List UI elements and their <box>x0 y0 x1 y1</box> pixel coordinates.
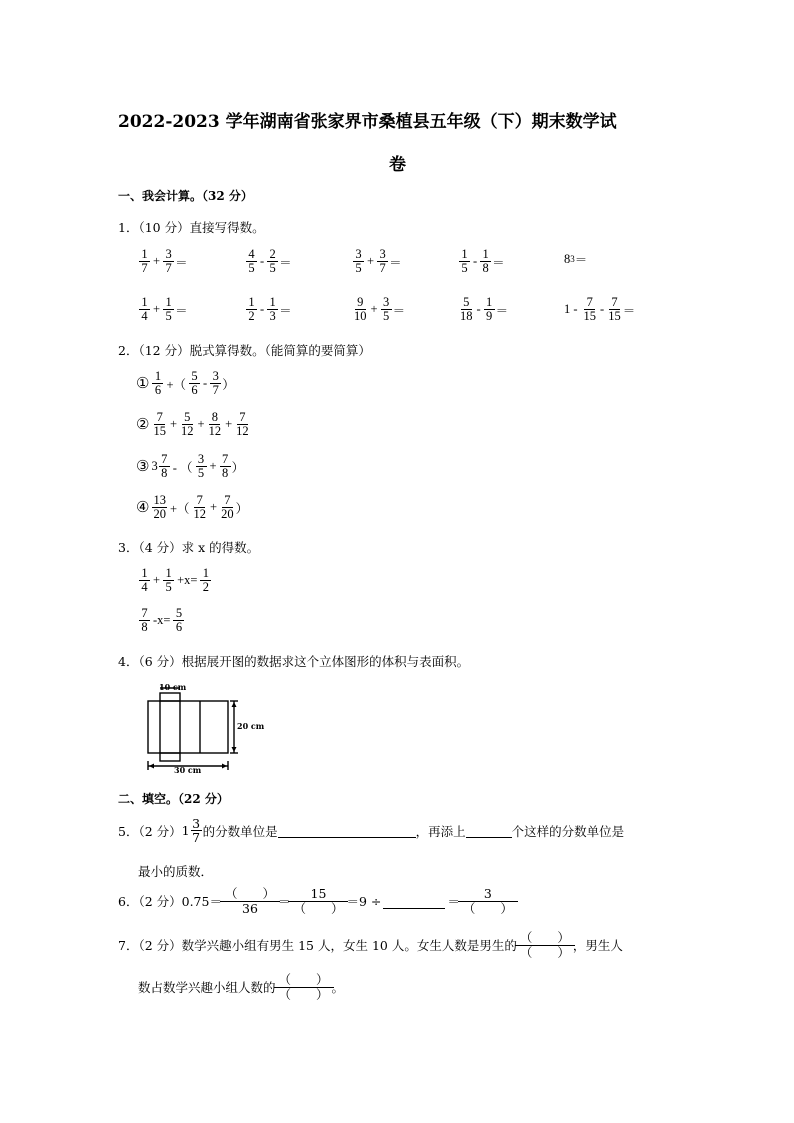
q3-equation-2: $\frac{7}{8}$ -x= $\frac{5}{6}$ <box>138 607 185 634</box>
question-2-label: 2．（12 分）脱式算得数。（能简算的要简算） <box>118 343 371 358</box>
fraction: $\frac{1}{9}$ <box>484 296 495 323</box>
fraction: $\frac{1}{4}$ <box>139 567 150 594</box>
fraction: $\frac{13}{20}$ <box>153 493 166 522</box>
fraction: $\frac{2}{5}$ <box>267 248 278 275</box>
q1-expr-r1c4: $\frac{1}{5}$ - $\frac{1}{8}$ ＝ <box>458 248 505 275</box>
fraction: $\frac{5}{6}$ <box>189 370 200 397</box>
dimension-label-top: 10 cm <box>159 682 187 692</box>
answer-blank[interactable] <box>278 823 416 838</box>
section-heading-2: 二、填空。（22 分） <box>118 792 229 806</box>
q2-expr-1: ① $\frac{1}{6}$ +（ $\frac{5}{6}$ - $\frac{3}{7}$ ） <box>136 369 235 398</box>
q1-expr-r2c3: $\frac{9}{10}$ + $\frac{3}{5}$ ＝ <box>354 295 406 324</box>
fraction: $\frac{1}{4}$ <box>139 296 150 323</box>
answer-blank[interactable] <box>383 894 445 909</box>
fraction-blank[interactable]: 15 （ ） <box>290 887 346 916</box>
page-title-line1: 2022-2023 学年湖南省张家界市桑植县五年级（下）期末数学试 <box>118 112 617 132</box>
fraction: $\frac{9}{10}$ <box>354 295 367 324</box>
fraction: $\frac{1}{3}$ <box>267 296 278 323</box>
fraction: $\frac{7}{8}$ <box>159 453 170 480</box>
fraction: $\frac{7}{20}$ <box>221 493 234 522</box>
fraction-blank[interactable]: （ ） （ ） <box>517 931 573 960</box>
fraction: $\frac{1}{5}$ <box>459 248 470 275</box>
fraction: $\frac{3}{7}$ <box>163 248 174 275</box>
fraction: $\frac{1}{2}$ <box>246 296 257 323</box>
fraction: $\frac{7}{8}$ <box>220 453 231 480</box>
fraction: $\frac{1}{7}$ <box>139 248 150 275</box>
question-3-label: 3．（4 分）求 x 的得数。 <box>118 540 260 555</box>
q1-expr-r2c2: $\frac{1}{2}$ - $\frac{1}{3}$ ＝ <box>245 296 292 323</box>
q3-equation-1: $\frac{1}{4}$ + $\frac{1}{5}$ +x= $\frac{1}{2}$ <box>138 567 212 594</box>
question-4-label: 4．（6 分）根据展开图的数据求这个立体图形的体积与表面积。 <box>118 654 470 669</box>
q1-expr-r1c2: $\frac{4}{5}$ - $\frac{2}{5}$ ＝ <box>245 248 292 275</box>
fraction-blank[interactable]: 3 （ ） <box>460 887 516 916</box>
q1-expr-r1c3: $\frac{3}{5}$ + $\frac{3}{7}$ ＝ <box>352 248 402 275</box>
question-6: 6．（2 分）0.75＝ （ ） 36 ＝ 15 （ ） ＝9 ÷ ＝ 3 （ ） <box>118 887 516 916</box>
fraction: $\frac{1}{8}$ <box>480 248 491 275</box>
fraction-blank[interactable]: （ ） 36 <box>222 887 278 916</box>
fraction: $\frac{3}{7}$ <box>377 248 388 275</box>
fraction: $\frac{3}{5}$ <box>381 296 392 323</box>
question-7: 7．（2 分）数学兴趣小组有男生 15 人，女生 10 人。女生人数是男生的 （ ） （ ） ，男生人 <box>118 930 623 960</box>
fraction: $\frac{1}{5}$ <box>163 567 174 594</box>
dimension-label-bottom: 30 cm <box>174 765 202 775</box>
fraction: $\frac{1}{2}$ <box>200 567 211 594</box>
fraction: $\frac{5}{18}$ <box>460 295 473 324</box>
q1-expr-r1c1: $\frac{1}{7}$ + $\frac{3}{7}$ ＝ <box>138 248 188 275</box>
fraction: $\frac{1}{5}$ <box>163 296 174 323</box>
fraction: $\frac{7}{12}$ <box>193 493 207 522</box>
q2-expr-2: ② $\frac{7}{15}$ + $\frac{5}{12}$ + $\frac{8}{12}$ + $\frac{7}{12}$ <box>136 410 249 439</box>
fraction-blank[interactable]: （ ） （ ） <box>276 973 332 1002</box>
fraction: $\frac{3}{7}$ <box>192 816 201 846</box>
fraction: $\frac{3}{5}$ <box>353 248 364 275</box>
fraction: $\frac{8}{12}$ <box>208 410 222 439</box>
question-5: 5．（2 分） 1 $\frac{3}{7}$ 的分数单位是 ，再添上 个这样的分数单位是 <box>118 816 625 846</box>
fraction: $\frac{4}{5}$ <box>246 248 257 275</box>
fraction: $\frac{7}{15}$ <box>153 410 166 439</box>
fraction: $\frac{7}{15}$ <box>608 295 621 324</box>
fraction: $\frac{1}{6}$ <box>152 370 163 397</box>
question-7-line2: 数占数学兴趣小组人数的 （ ） （ ） 。 <box>138 972 345 1002</box>
q1-expr-r2c1: $\frac{1}{4}$ + $\frac{1}{5}$ ＝ <box>138 296 188 323</box>
fraction: $\frac{5}{6}$ <box>173 607 184 634</box>
q2-expr-3: ③ 3 $\frac{7}{8}$ - （ $\frac{3}{5}$ + $\frac{7}{8}$ ） <box>136 452 245 481</box>
answer-blank[interactable] <box>466 823 512 838</box>
page-title-line2: 卷 <box>389 155 406 175</box>
question-5-line2: 最小的质数． <box>138 864 214 879</box>
q1-expr-r2c5: 1 - $\frac{7}{15}$ - $\frac{7}{15}$ ＝ <box>564 295 636 324</box>
fraction: $\frac{3}{7}$ <box>210 370 221 397</box>
q2-expr-4: ④ $\frac{13}{20}$ +（ $\frac{7}{12}$ + $\frac{7}{20}$ ） <box>136 493 249 522</box>
fraction: $\frac{3}{5}$ <box>196 453 207 480</box>
fraction: $\frac{7}{15}$ <box>583 295 597 324</box>
dimension-label-right: 20 cm <box>237 721 265 731</box>
fraction: $\frac{7}{12}$ <box>236 410 249 439</box>
q1-expr-power: 8 3 ＝ <box>564 251 588 267</box>
fraction: $\frac{7}{8}$ <box>139 607 150 634</box>
section-heading-1: 一、我会计算。（32 分） <box>118 189 253 203</box>
q1-expr-r2c4: $\frac{5}{18}$ - $\frac{1}{9}$ ＝ <box>460 295 509 324</box>
fraction: $\frac{5}{12}$ <box>181 410 194 439</box>
question-1-label: 1．（10 分）直接写得数。 <box>118 220 265 235</box>
